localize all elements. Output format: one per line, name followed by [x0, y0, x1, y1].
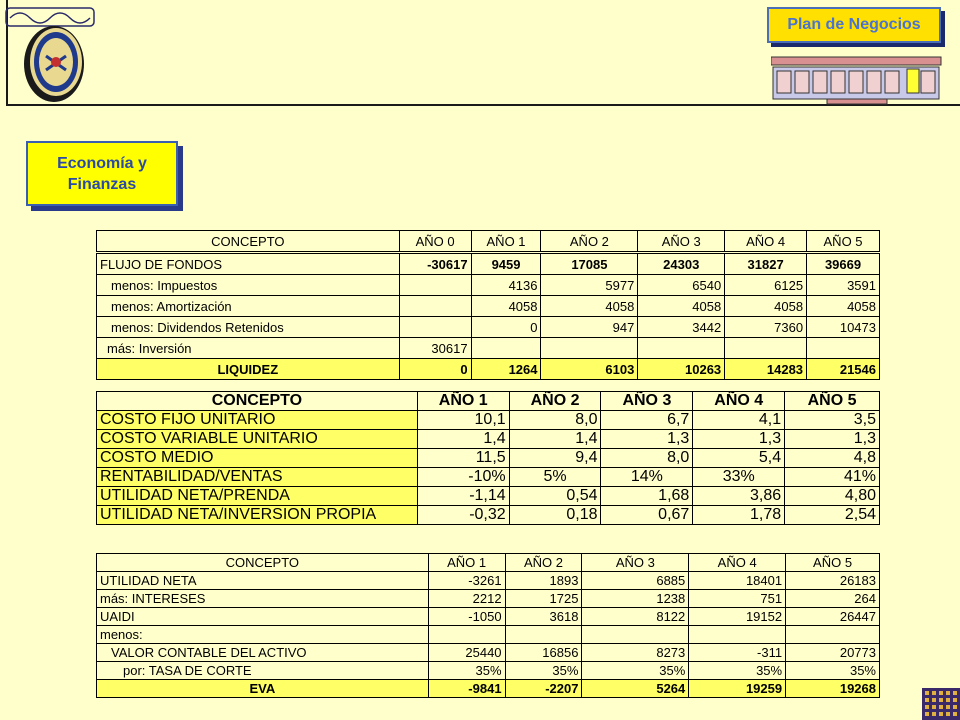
cell: 35%	[582, 662, 689, 680]
table-row	[97, 662, 880, 680]
table-row	[97, 468, 880, 487]
table-row	[97, 572, 880, 590]
table-row	[97, 317, 880, 338]
cell: 0	[471, 317, 541, 338]
row-label: menos: Amortización	[97, 296, 400, 317]
cell: 2,54	[785, 506, 880, 525]
row-label: FLUJO DE FONDOS	[97, 253, 400, 275]
header-cell: AÑO 1	[471, 231, 541, 253]
table-header-row	[97, 231, 880, 253]
header-cell: AÑO 2	[505, 554, 582, 572]
header-cell: AÑO 2	[541, 231, 638, 253]
table-row	[97, 449, 880, 468]
cell: -3261	[428, 572, 505, 590]
row-label: menos: Impuestos	[97, 275, 400, 296]
header-cell: AÑO 3	[601, 392, 693, 411]
cell: 39669	[807, 253, 880, 275]
cell: 4136	[471, 275, 541, 296]
table-row	[97, 430, 880, 449]
university-seal-icon	[16, 20, 86, 104]
cell: 25440	[428, 644, 505, 662]
cell: 5977	[541, 275, 638, 296]
cell: 1264	[471, 359, 541, 380]
economia-label-line2: Finanzas	[67, 175, 137, 193]
cell: 35%	[689, 662, 786, 680]
cell	[689, 626, 786, 644]
costos-table	[96, 391, 880, 525]
cell: 26183	[786, 572, 880, 590]
row-label: UTILIDAD NETA/INVERSION PROPIA	[97, 506, 418, 525]
header-cell: AÑO 1	[417, 392, 509, 411]
row-label: COSTO VARIABLE UNITARIO	[97, 430, 418, 449]
cell: 6540	[638, 275, 725, 296]
cell: 35%	[428, 662, 505, 680]
header-cell: CONCEPTO	[97, 231, 400, 253]
cell: 30617	[399, 338, 471, 359]
cell: 1238	[582, 590, 689, 608]
cell: -9841	[428, 680, 505, 698]
cell: 0,67	[601, 506, 693, 525]
cell: 31827	[725, 253, 807, 275]
table-row	[97, 411, 880, 430]
header-cell: AÑO 5	[807, 231, 880, 253]
cell: 19259	[689, 680, 786, 698]
cell	[505, 626, 582, 644]
row-label: UTILIDAD NETA/PRENDA	[97, 487, 418, 506]
cell: 5264	[582, 680, 689, 698]
cell: 8273	[582, 644, 689, 662]
cell: 14%	[601, 468, 693, 487]
cell: 8122	[582, 608, 689, 626]
flujo-fondos-table	[96, 230, 880, 380]
table-row	[97, 608, 880, 626]
cell: 3442	[638, 317, 725, 338]
cell: 19152	[689, 608, 786, 626]
cell: 8,0	[601, 449, 693, 468]
cell	[638, 338, 725, 359]
table-header-row	[97, 392, 880, 411]
cell: 35%	[505, 662, 582, 680]
header-cell: AÑO 0	[399, 231, 471, 253]
row-label: EVA	[97, 680, 429, 698]
plan-de-negocios-label: Plan de Negocios	[787, 16, 921, 33]
cell: -10%	[417, 468, 509, 487]
table-row	[97, 275, 880, 296]
header-cell: CONCEPTO	[97, 392, 418, 411]
header-cell: AÑO 5	[786, 554, 880, 572]
header-cell: AÑO 3	[582, 554, 689, 572]
cell: 6885	[582, 572, 689, 590]
cell: 264	[786, 590, 880, 608]
header-cell: AÑO 4	[725, 231, 807, 253]
cell: 1725	[505, 590, 582, 608]
row-label: UTILIDAD NETA	[97, 572, 429, 590]
cell: 1,3	[785, 430, 880, 449]
table-row-total	[97, 359, 880, 380]
cell: 4058	[638, 296, 725, 317]
cell: 41%	[785, 468, 880, 487]
cell	[786, 626, 880, 644]
cell: 17085	[541, 253, 638, 275]
cell: -2207	[505, 680, 582, 698]
table-row	[97, 296, 880, 317]
row-label: VALOR CONTABLE DEL ACTIVO	[97, 644, 429, 662]
cell: 8,0	[509, 411, 601, 430]
table-row	[97, 626, 880, 644]
cell: 10473	[807, 317, 880, 338]
cell: 1893	[505, 572, 582, 590]
header-cell: AÑO 1	[428, 554, 505, 572]
cell	[399, 296, 471, 317]
cell	[471, 338, 541, 359]
table-header-row	[97, 554, 880, 572]
cell: 26447	[786, 608, 880, 626]
header-cell: AÑO 4	[689, 554, 786, 572]
cell: 1,3	[693, 430, 785, 449]
cell: 3618	[505, 608, 582, 626]
org-chart-icon[interactable]	[771, 55, 943, 105]
cell: 1,4	[417, 430, 509, 449]
cell: 19268	[786, 680, 880, 698]
cell: 18401	[689, 572, 786, 590]
row-label: por: TASA DE CORTE	[97, 662, 429, 680]
header-cell: AÑO 5	[785, 392, 880, 411]
cell	[807, 338, 880, 359]
cell: -0,32	[417, 506, 509, 525]
cell: -30617	[399, 253, 471, 275]
cell: 0	[399, 359, 471, 380]
cell	[399, 275, 471, 296]
eva-table	[96, 553, 880, 698]
cell: 6125	[725, 275, 807, 296]
cell: 4,80	[785, 487, 880, 506]
cell: 16856	[505, 644, 582, 662]
cell: 5,4	[693, 449, 785, 468]
cell	[541, 338, 638, 359]
row-label: más: Inversión	[97, 338, 400, 359]
cell: -1050	[428, 608, 505, 626]
cell: 9459	[471, 253, 541, 275]
cell: 6103	[541, 359, 638, 380]
cell: 5%	[509, 468, 601, 487]
row-label: más: INTERESES	[97, 590, 429, 608]
cell: 4,1	[693, 411, 785, 430]
cell	[725, 338, 807, 359]
cell: -311	[689, 644, 786, 662]
economia-finanzas-button[interactable]	[26, 141, 178, 206]
cell: 3591	[807, 275, 880, 296]
header-cell: AÑO 4	[693, 392, 785, 411]
row-label: UAIDI	[97, 608, 429, 626]
cell: 11,5	[417, 449, 509, 468]
cell: 4058	[725, 296, 807, 317]
table-row	[97, 487, 880, 506]
economia-label-line1: Economía y	[57, 154, 147, 172]
cell: 1,68	[601, 487, 693, 506]
cell: 6,7	[601, 411, 693, 430]
cell: 1,4	[509, 430, 601, 449]
row-label: menos:	[97, 626, 429, 644]
cell: 4,8	[785, 449, 880, 468]
plan-de-negocios-button[interactable]	[767, 7, 941, 43]
table-row	[97, 644, 880, 662]
table-row	[97, 506, 880, 525]
cell	[399, 317, 471, 338]
cell: 24303	[638, 253, 725, 275]
cell: 1,78	[693, 506, 785, 525]
row-label: RENTABILIDAD/VENTAS	[97, 468, 418, 487]
header-cell: AÑO 3	[638, 231, 725, 253]
cell: 3,5	[785, 411, 880, 430]
cell: 1,3	[601, 430, 693, 449]
cell: 0,18	[509, 506, 601, 525]
cell: 4058	[541, 296, 638, 317]
table-row	[97, 590, 880, 608]
table-row	[97, 253, 880, 275]
cell: 4058	[471, 296, 541, 317]
table-row-total	[97, 680, 880, 698]
row-label: LIQUIDEZ	[97, 359, 400, 380]
cell: 751	[689, 590, 786, 608]
row-label: COSTO FIJO UNITARIO	[97, 411, 418, 430]
cell: 35%	[786, 662, 880, 680]
cell: 14283	[725, 359, 807, 380]
cell: 7360	[725, 317, 807, 338]
cell: 20773	[786, 644, 880, 662]
cell: 0,54	[509, 487, 601, 506]
cell: 3,86	[693, 487, 785, 506]
row-label: menos: Dividendos Retenidos	[97, 317, 400, 338]
cell: 4058	[807, 296, 880, 317]
table-row	[97, 338, 880, 359]
cell: 2212	[428, 590, 505, 608]
header-cell: CONCEPTO	[97, 554, 429, 572]
cell: 10,1	[417, 411, 509, 430]
cell: 9,4	[509, 449, 601, 468]
header-cell: AÑO 2	[509, 392, 601, 411]
cell: -1,14	[417, 487, 509, 506]
cell: 947	[541, 317, 638, 338]
cell	[428, 626, 505, 644]
slide-nav-icon[interactable]	[922, 688, 960, 720]
row-label: COSTO MEDIO	[97, 449, 418, 468]
cell: 10263	[638, 359, 725, 380]
cell: 21546	[807, 359, 880, 380]
cell: 33%	[693, 468, 785, 487]
cell	[582, 626, 689, 644]
